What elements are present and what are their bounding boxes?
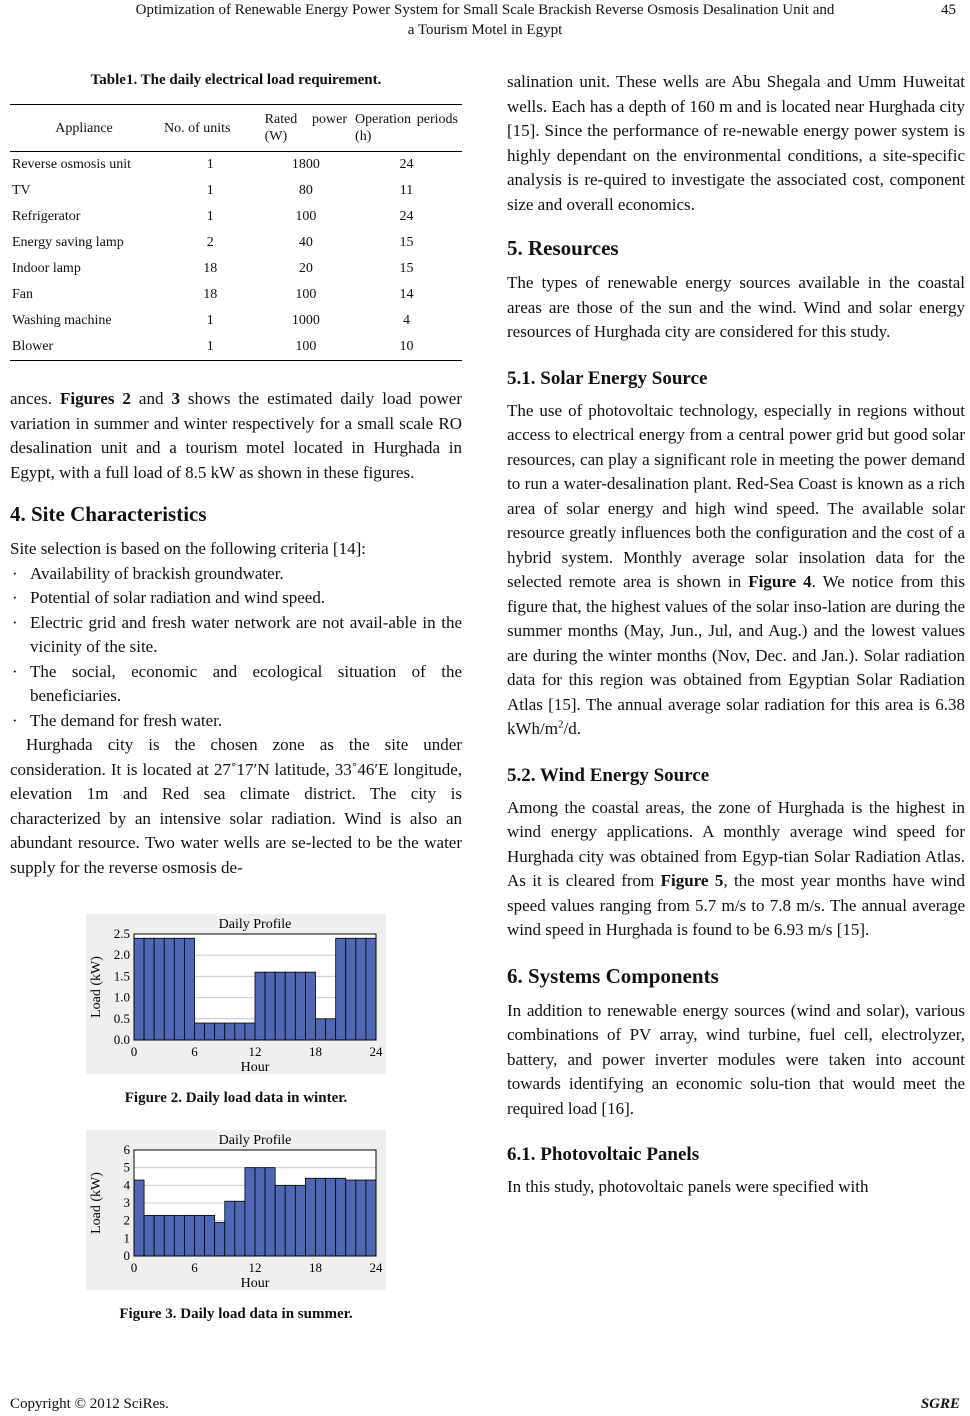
- y-tick-label: 1.5: [113, 968, 130, 984]
- paragraph-pv: In this study, photovoltaic panels were specified with: [507, 1177, 869, 1196]
- table-row: [10, 230, 462, 256]
- bar: [305, 972, 315, 1040]
- table-cell: 11: [399, 183, 414, 198]
- paragraph-resources: The types of renewable energy sources available in the coastal areas are those of the sun and the wind. Wind and solar energy resources of Hurghada city are considered for this study.: [507, 273, 965, 341]
- bullet-dot-icon: ·: [12, 612, 18, 632]
- running-header: [40, 0, 930, 40]
- paragraph-solar: The use of photovoltaic technology, especially in regions without access to electrical energy from a central power grid but good solar resources, can play a significant role in meeting the power demand to run a water-desalination plant. Red-Sea Coast is known as a rich area of solar energy and high wind speed. The available solar resource greatly influences both the configuration and the cost of a hybrid system. Monthly average solar insolation data for the selected remote area is shown in Figure 4. We notice from this figure that, the highest values of the solar inso-lation are during the summer months (May, Jun., Jul, and Aug.) and the lowest values are during the winter months (Nov, Dec. and Jan.). Solar radiation data for this region was obtained from Egyptian Solar Radiation Atlas [15]. The annual average solar radiation for this area is 6.38 kWh/$m^2/d$.: [507, 400, 965, 738]
- bar: [326, 1019, 336, 1040]
- table-row: [10, 256, 462, 282]
- bar: [346, 938, 356, 1040]
- header-title-line1: Optimization of Renewable Energy Power System for Small Scale Brackish Reverse Osmosis Desalination Unit and: [135, 2, 835, 18]
- header-title-line2: a Tourism Motel in Egypt: [407, 22, 563, 38]
- bar: [356, 1180, 366, 1256]
- list-item: · Potential of solar radiation and wind speed.: [10, 586, 462, 611]
- bar: [225, 1023, 235, 1040]
- bar: [164, 938, 174, 1040]
- bar: [195, 1023, 205, 1040]
- bar: [164, 1215, 174, 1256]
- list-item: · Availability of brackish groundwater.: [10, 562, 462, 587]
- bullet-dot-icon: ·: [12, 588, 18, 607]
- section-heading-resources: 5. Resources: [507, 236, 619, 260]
- bar: [326, 1178, 336, 1256]
- bullet-dot-icon: ·: [12, 563, 18, 583]
- x-tick-label: 6: [191, 1044, 198, 1059]
- list-item: · The demand for fresh water.: [10, 709, 462, 734]
- chart-title: Daily Profile: [218, 917, 292, 932]
- table-cell: 100: [295, 209, 317, 224]
- criteria-list: [10, 562, 462, 734]
- bar: [275, 972, 285, 1040]
- table-cell: 1000: [291, 313, 320, 328]
- table-cell: 18: [203, 261, 218, 276]
- list-item: · Electric grid and fresh water network are not avail-able in the vicinity of the site.: [12, 612, 462, 656]
- bar: [366, 1180, 376, 1256]
- bar: [195, 1215, 205, 1256]
- table-cell: Refrigerator: [12, 209, 81, 224]
- y-tick-label: 0.5: [113, 1010, 130, 1026]
- y-tick-label: 2: [123, 1212, 130, 1228]
- left-column: [10, 70, 462, 1324]
- bar: [174, 938, 184, 1040]
- x-tick-label: 24: [369, 1044, 383, 1059]
- col-operation: Operation periods (h): [351, 105, 462, 152]
- y-tick-label: 2.5: [113, 926, 130, 941]
- table-row: [10, 282, 462, 308]
- bar: [285, 972, 295, 1040]
- table-cell: 2: [206, 235, 214, 250]
- table-cell: 15: [399, 235, 414, 250]
- x-axis-label: Hour: [240, 1276, 270, 1290]
- paragraph-components: In addition to renewable energy sources (wind and solar), various combinations of PV array, wind turbine, fuel cell, electrolyzer, battery, and power inverter modules were taken into account towards identifying an economic solu-tion that would meet the required load [16].: [507, 1000, 965, 1118]
- bar: [174, 1215, 184, 1256]
- table-cell: Indoor lamp: [12, 261, 81, 276]
- bar: [215, 1023, 225, 1040]
- table-row: [10, 152, 462, 179]
- y-tick-label: 1: [123, 1230, 130, 1246]
- bar: [265, 1168, 275, 1256]
- table-cell: 40: [298, 235, 313, 250]
- section-heading-pv: 6.1. Photovoltaic Panels: [507, 1144, 700, 1165]
- x-tick-label: 18: [309, 1044, 322, 1059]
- table-cell: 1: [206, 313, 214, 328]
- bar: [356, 938, 366, 1040]
- bar: [255, 972, 265, 1040]
- table-row: [10, 204, 462, 230]
- load-table: [10, 104, 462, 361]
- x-tick-label: 18: [309, 1260, 322, 1275]
- copyright-text: Copyright © 2012 SciRes.: [10, 1396, 169, 1412]
- paragraph-criteria: Site selection is based on the following criteria [14]:: [10, 539, 366, 558]
- figure3-caption: Figure 3. Daily load data in summer.: [119, 1306, 353, 1322]
- y-axis-label: Load (kW): [89, 1172, 104, 1234]
- x-axis-label: Hour: [240, 1060, 270, 1074]
- bar: [336, 938, 346, 1040]
- bar: [295, 1185, 305, 1256]
- journal-name: SGRE: [920, 1396, 960, 1412]
- bar: [366, 938, 376, 1040]
- y-tick-label: 6: [123, 1142, 130, 1157]
- table-cell: Blower: [10, 334, 160, 361]
- bar: [205, 1023, 215, 1040]
- paragraph-wells: salination unit. These wells are Abu Shegala and Umm Huweitat wells. Each has a depth of 160 m and is located near Hurghada city [15]. Since the performance of re-newable energy power system is highly dependant on the environmental conditions, a site-specific analysis is re-quired to investigate the associated cost, component size and overall economics.: [507, 72, 965, 214]
- bar: [154, 938, 164, 1040]
- table-row: [10, 178, 462, 204]
- x-tick-label: 12: [248, 1260, 262, 1275]
- table-cell: TV: [12, 183, 31, 198]
- bar: [285, 1185, 295, 1256]
- bar: [245, 1168, 255, 1256]
- table-cell: Washing machine: [12, 313, 112, 328]
- table-cell: 1: [206, 209, 214, 224]
- table-cell: 15: [399, 261, 414, 276]
- bar: [144, 938, 154, 1040]
- x-tick-label: 24: [369, 1260, 383, 1275]
- bar: [316, 1019, 326, 1040]
- table-cell: 100: [295, 287, 317, 302]
- table-row: [10, 334, 462, 361]
- table-cell: Reverse osmosis unit: [12, 157, 131, 172]
- table-cell: 24: [399, 209, 414, 224]
- table-cell: 1: [206, 157, 214, 172]
- table-cell: 80: [298, 183, 313, 198]
- table-cell: 1: [160, 334, 261, 361]
- page-number: 45: [941, 2, 956, 18]
- table-cell: Fan: [12, 287, 33, 302]
- chart-title: Daily Profile: [218, 1133, 292, 1148]
- y-tick-label: 1.0: [113, 989, 130, 1005]
- figure2-caption: Figure 2. Daily load data in winter.: [124, 1090, 348, 1106]
- table-cell: 4: [403, 313, 411, 328]
- bar: [184, 1215, 194, 1256]
- bar: [305, 1178, 315, 1256]
- bar: [154, 1215, 164, 1256]
- section-heading-solar: 5.1. Solar Energy Source: [507, 367, 708, 389]
- x-tick-label: 0: [130, 1044, 138, 1059]
- table-cell: 18: [203, 287, 218, 302]
- chart-summer-daily-profile: [86, 1130, 386, 1290]
- table-cell: 1: [206, 183, 214, 198]
- bullet-dot-icon: ·: [12, 661, 18, 681]
- section-heading-components: 6. Systems Components: [507, 963, 719, 988]
- bar: [235, 1023, 245, 1040]
- table-header-row: [10, 105, 462, 152]
- y-tick-label: 4: [123, 1177, 130, 1193]
- table-cell: 20: [298, 261, 313, 276]
- paragraph-wind: Among the coastal areas, the zone of Hurghada is the highest in wind energy applications. A monthly average wind speed for Hurghada city was obtained from Egyp-tian Solar Radiation Atlas. As it is cleared from Figure 5, the most year months have wind speed values ranging from 5.7 m/s to 7.8 m/s. The annual average wind speed in Hurghada is found to be 6.93 m/s [15].: [507, 797, 965, 939]
- bar: [134, 1180, 144, 1256]
- bullet-dot-icon: ·: [12, 710, 18, 730]
- bar: [245, 1023, 255, 1040]
- bar: [144, 1215, 154, 1256]
- bar: [134, 938, 144, 1040]
- x-tick-label: 6: [191, 1260, 198, 1275]
- bar: [275, 1185, 285, 1256]
- table-row: [10, 308, 462, 334]
- x-tick-label: 0: [130, 1260, 138, 1275]
- table-cell: 100: [261, 334, 351, 361]
- y-tick-label: 0: [123, 1248, 130, 1263]
- bar: [265, 972, 275, 1040]
- section-heading-wind: 5.2. Wind Energy Source: [507, 764, 710, 786]
- paragraph-hurghada: Hurghada city is the chosen zone as the site under consideration. It is located at 27˚17′N latitude, 33˚46′E longitude, elevation 1m and Red sea climate district. The city is characterized by an intensive solar radiation. Wind is also an abundant resource. Two water wells are se-lected to be the water supply for the reverse osmosis de-: [10, 735, 462, 877]
- table-cell: 14: [399, 287, 414, 302]
- y-tick-label: 2.0: [113, 947, 130, 963]
- bar: [316, 1178, 326, 1256]
- right-column: [507, 70, 965, 1200]
- section-heading-site: 4. Site Characteristics: [10, 502, 207, 526]
- col-rated-power: Rated power (W): [261, 105, 351, 152]
- y-tick-label: 3: [123, 1195, 130, 1210]
- table-cell: 24: [399, 157, 414, 172]
- table-cell: Energy saving lamp: [12, 235, 124, 250]
- list-item: · The social, economic and ecological situation of the beneficiaries.: [12, 661, 462, 705]
- bar: [346, 1180, 356, 1256]
- table1-caption: Table1. The daily electrical load requirement.: [90, 72, 382, 88]
- paragraph-figures: ances. Figures 2 and 3 shows the estimated daily load power variation in summer and winter respectively for a small scale RO desalination unit and a tourism motel located in Hurghada in Egypt, with a full load of 8.5 kW as shown in these figures.: [10, 389, 462, 482]
- col-units: No. of units: [160, 105, 261, 152]
- bar: [205, 1215, 215, 1256]
- x-tick-label: 12: [248, 1044, 262, 1059]
- bar: [225, 1201, 235, 1256]
- y-axis-label: Load (kW): [89, 956, 104, 1018]
- page-footer: [10, 1396, 960, 1413]
- bar: [235, 1201, 245, 1256]
- bar: [336, 1178, 346, 1256]
- bar: [255, 1168, 265, 1256]
- table-cell: 1800: [291, 157, 320, 172]
- chart-winter-daily-profile: [86, 914, 386, 1074]
- bar: [184, 938, 194, 1040]
- table-cell: 10: [351, 334, 462, 361]
- y-tick-label: 5: [123, 1159, 130, 1175]
- col-appliance: Appliance: [10, 105, 160, 152]
- bar: [295, 972, 305, 1040]
- bar: [215, 1222, 225, 1256]
- table-body: [10, 152, 462, 361]
- y-tick-label: 0.0: [113, 1032, 130, 1047]
